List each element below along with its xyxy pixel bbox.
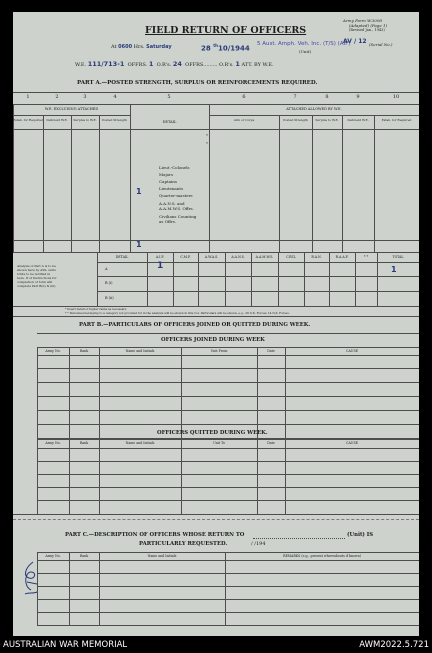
part-c-col-header: REMARKS (e.g., present whereabouts if known)	[283, 554, 361, 558]
col-header: Surplus to W.E.	[315, 118, 339, 122]
part-b-title: PART B.—PARTICULARS OF OFFICERS JOINED OR QUITTED DURING WEEK.	[79, 322, 311, 328]
rule	[43, 115, 44, 252]
col-number: 9	[356, 94, 360, 100]
aif-value: 1	[157, 261, 164, 271]
col-number: 1	[26, 94, 30, 100]
rule	[37, 500, 419, 501]
analysis-header: * *	[363, 255, 369, 259]
rule	[312, 115, 313, 252]
perforation-line	[13, 519, 419, 520]
at-line: At 0600 Hrs. Saturday	[111, 44, 172, 50]
quitted-col-header: CAUSE	[346, 441, 358, 445]
rule	[13, 104, 14, 252]
quitted-col-header: Rank	[79, 441, 89, 445]
rule	[181, 347, 182, 438]
rule	[97, 252, 98, 306]
joined-col-header: Rank	[79, 349, 89, 353]
part-a-title: PART A.—POSTED STRENGTH, SURPLUS OR REINFORCEMENTS REQUIRED.	[77, 80, 318, 86]
offrs-value: 1	[148, 60, 154, 68]
analysis-total-value: 1	[391, 265, 397, 274]
rule	[37, 439, 38, 514]
rule	[342, 115, 343, 252]
col-number: 8	[325, 94, 329, 100]
serial-number: AV / 12	[343, 38, 367, 45]
joined-col-header: Unit From	[210, 349, 228, 353]
asterisk: *	[206, 133, 208, 138]
rule	[69, 347, 70, 438]
rule	[173, 252, 174, 306]
analysis-header: C.M.F.	[180, 255, 191, 259]
rule	[304, 252, 305, 306]
unit-label: (Unit)	[299, 49, 311, 54]
part-c-col-header: Army No.	[45, 554, 61, 558]
rule	[225, 552, 226, 625]
field-return-form	[13, 12, 419, 636]
rule	[37, 439, 419, 440]
rule	[99, 439, 100, 514]
col-header: Deficient W.E.	[347, 118, 369, 122]
rule	[355, 252, 356, 306]
rank-item: Lieutenants	[159, 186, 184, 191]
we-line: W.E. 111/713-1 OFFRS. 1 O.R's. 24 OFFRS......... O.R's. 1 ATT. BY W.E.	[75, 60, 274, 68]
analysis-row-label: A	[105, 267, 108, 271]
army-form-adapted: (Adapted) (Page 1)	[349, 23, 388, 28]
attached-header: ATTACHED ALLOWED BY W.E.	[286, 107, 342, 111]
analysis-note: Analysis of Part A is to be shown here by ASS. units Units to be notified in here. If of Instructions for completion of form will complete Part B(ii) & (iii).	[17, 264, 57, 288]
rule	[37, 333, 419, 334]
rule	[37, 474, 419, 475]
rule	[374, 115, 375, 252]
rule	[278, 252, 279, 306]
rule	[99, 347, 100, 438]
rule	[209, 115, 419, 116]
part-c-unit-is: (Unit) IS	[347, 532, 374, 538]
part-c-requested: PARTICULARLY REQUESTED.	[139, 541, 228, 547]
unit-blank	[253, 538, 345, 539]
analysis-header: A.A.M.W.S.	[255, 255, 274, 259]
archive-id: AWM2022.5.721	[359, 640, 429, 650]
col-header: Deficient W.E.	[46, 118, 68, 122]
col-number: 5	[167, 94, 171, 100]
rule	[257, 347, 258, 438]
rule	[37, 599, 419, 600]
rule	[279, 115, 280, 252]
rule	[37, 355, 419, 356]
rule	[130, 104, 131, 252]
rank-item: Civilians Counting	[159, 214, 197, 219]
handwritten-initials	[19, 558, 43, 598]
quitted-col-header: Unit To	[213, 441, 225, 445]
col-number: 4	[113, 94, 117, 100]
rank-item: Quarter-masters	[159, 193, 193, 198]
joined-col-header: Name and Initials	[125, 349, 155, 353]
analysis-header: A.I.F.	[155, 255, 165, 259]
col-number: 6	[242, 94, 246, 100]
unit-stamp: 5 Aust. Amph. Veh. Inc. (T/S) (AIF)	[257, 41, 351, 47]
rule	[37, 410, 419, 411]
rule	[71, 115, 72, 252]
rule	[37, 347, 419, 348]
army-form-revised: (Revised Jan., 1943)	[349, 28, 385, 32]
we-value: 111/713-1	[87, 60, 125, 68]
rule	[225, 252, 226, 306]
detail-header: DETAIL	[162, 120, 177, 124]
att-value: 1	[235, 60, 240, 68]
rule	[285, 439, 286, 514]
archive-footer	[0, 638, 432, 653]
quitted-title: OFFICERS QUITTED DURING WEEK.	[157, 430, 268, 436]
col-header: Estab. for Required	[13, 118, 43, 122]
col-header: Posted Strength	[283, 118, 308, 122]
rule	[285, 347, 286, 438]
col-number: 2	[55, 94, 59, 100]
part-c-title: PART C.—DESCRIPTION OF OFFICERS WHOSE RETURN TO	[65, 532, 245, 538]
rank-item: Lieut.-Colonels	[159, 165, 190, 170]
rule	[37, 347, 38, 438]
analysis-header: A.W.A.S.	[204, 255, 219, 259]
archive-name: AUSTRALIAN WAR MEMORIAL	[3, 640, 128, 650]
rule	[37, 396, 419, 397]
analysis-header: DETAIL	[115, 255, 129, 259]
rule	[13, 129, 419, 130]
rule	[99, 552, 100, 625]
army-form-ref: Army Form W.3008	[343, 18, 382, 23]
analysis-header: CIVIL	[286, 255, 296, 259]
quitted-col-header: Date	[267, 441, 275, 445]
asterisk: *	[206, 141, 208, 146]
rule	[99, 115, 100, 252]
joined-title: OFFICERS JOINED DURING WEEK	[161, 337, 265, 343]
joined-col-header: Date	[267, 349, 275, 353]
day-value: Saturday	[146, 44, 172, 50]
ors-value: 24	[172, 60, 182, 68]
rule	[13, 92, 419, 93]
rule	[69, 552, 70, 625]
rule	[147, 252, 148, 306]
rank-item: A.A.N.S. and	[159, 201, 185, 206]
footnote: * Insert detail of higher ranks as necessary.	[65, 307, 127, 311]
joined-col-header: Army No.	[45, 349, 61, 353]
quitted-col-header: Name and Initials	[125, 441, 155, 445]
rule	[251, 252, 252, 306]
we-excluding-header: W.E. EXCLUDING ATTACHED	[44, 107, 99, 111]
part-c-col-header: Rank	[79, 554, 89, 558]
rule	[329, 252, 330, 306]
rule	[37, 625, 419, 626]
rule	[257, 439, 258, 514]
col-header: Surplus to W.E.	[73, 118, 97, 122]
col-number: 7	[293, 94, 297, 100]
time-value: 0600	[118, 44, 133, 50]
serial-label: (Serial No.)	[369, 42, 393, 47]
total-posted-strength: 1	[136, 240, 142, 249]
footnote: * * Personnel belonging to a category not provided for in the analysis will be shown in this Col. Particulars will be shown, e.g., 26 U.K. Forces; 14 N.Z. Forces.	[65, 310, 290, 315]
rule	[198, 252, 199, 306]
part-c-col-header: Name and Initials	[147, 554, 177, 558]
analysis-header: TOTAL	[392, 255, 404, 259]
rule	[209, 104, 210, 252]
lieutenants-posted-strength: 1	[136, 187, 142, 196]
quitted-col-header: Army No.	[45, 441, 61, 445]
rule	[69, 439, 70, 514]
col-header: Posted Strength	[102, 118, 127, 122]
rule	[97, 291, 419, 292]
col-number: 3	[83, 94, 87, 100]
rule	[37, 424, 419, 425]
rule	[13, 240, 419, 241]
col-header: Arm or Corps	[233, 118, 255, 122]
rank-item: Captains	[159, 179, 177, 184]
rule	[37, 368, 419, 369]
rule	[13, 104, 419, 105]
rule	[37, 382, 419, 383]
joined-col-header: CAUSE	[346, 349, 358, 353]
rule	[37, 552, 419, 553]
analysis-header: R.A.A.F.	[335, 255, 349, 259]
analysis-header: R.A.N.	[311, 255, 322, 259]
rule	[97, 276, 419, 277]
col-number: 10	[392, 94, 400, 100]
rank-item: Majors	[159, 172, 174, 177]
rule	[181, 439, 182, 514]
rule	[37, 487, 419, 488]
rule	[37, 612, 419, 613]
rule	[13, 252, 419, 253]
rule	[377, 252, 378, 306]
rule	[37, 560, 419, 561]
rule	[37, 448, 419, 449]
rule	[13, 514, 419, 515]
analysis-header: A.A.N.S.	[231, 255, 245, 259]
analysis-row-label: B (ii)	[105, 296, 114, 300]
date-value: 28 $^{th}$10/1944	[201, 43, 250, 53]
rank-item: A.A.M.W.S. Offrs.	[159, 206, 194, 211]
rule	[37, 586, 419, 587]
part-c-date: / /194	[251, 541, 266, 547]
analysis-row-label: B (i)	[105, 281, 113, 285]
rule	[37, 573, 419, 574]
rule	[37, 461, 419, 462]
rule	[13, 316, 419, 317]
rank-item: as Offrs.	[159, 219, 177, 224]
form-title: FIELD RETURN OF OFFICERS	[145, 25, 307, 36]
rule	[97, 262, 419, 263]
col-header: Estab. for Required	[381, 118, 412, 122]
